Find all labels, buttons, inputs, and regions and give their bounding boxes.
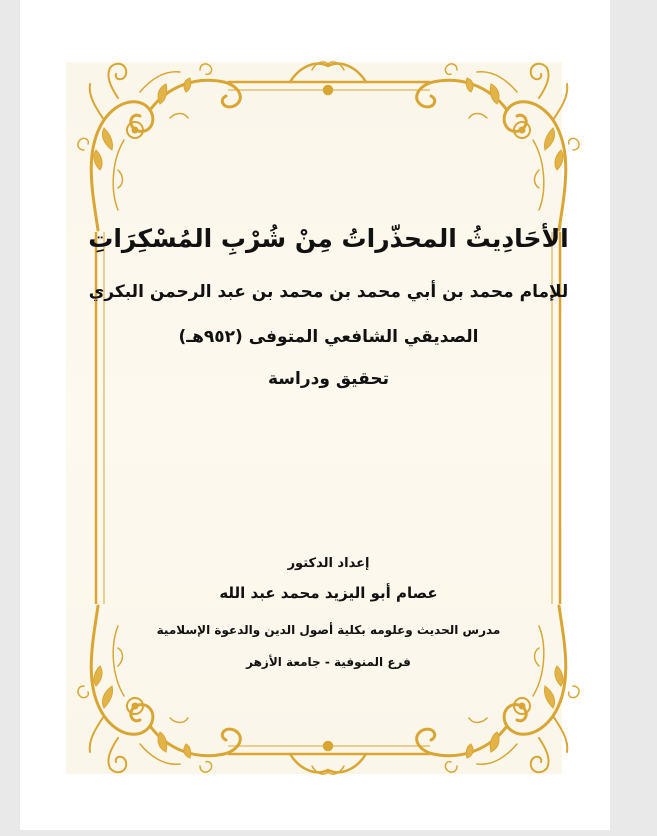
edition-type: تحقيق ودراسة: [268, 369, 389, 389]
author-line-2: الصديقي الشافعي المتوفى (٩٥٢هـ): [178, 327, 479, 347]
author-line-1: للإمام محمد بن أبي محمد بن محمد بن عبد الرحمن البكري: [88, 282, 569, 302]
editor-name: عصام أبو اليزيد محمد عبد الله: [219, 584, 438, 602]
prepared-by-label: إعداد الدكتور: [287, 556, 370, 571]
document-title: الأحَادِيثُ المحذّراتُ مِنْ شُرْبِ المُسْكِرَاتِ: [88, 224, 569, 253]
editor-position: مدرس الحديث وعلومه بكلية أصول الدين والدعوة الإسلامية: [156, 623, 501, 637]
editor-branch: فرع المنوفية - جامعة الأزهر: [246, 655, 411, 669]
